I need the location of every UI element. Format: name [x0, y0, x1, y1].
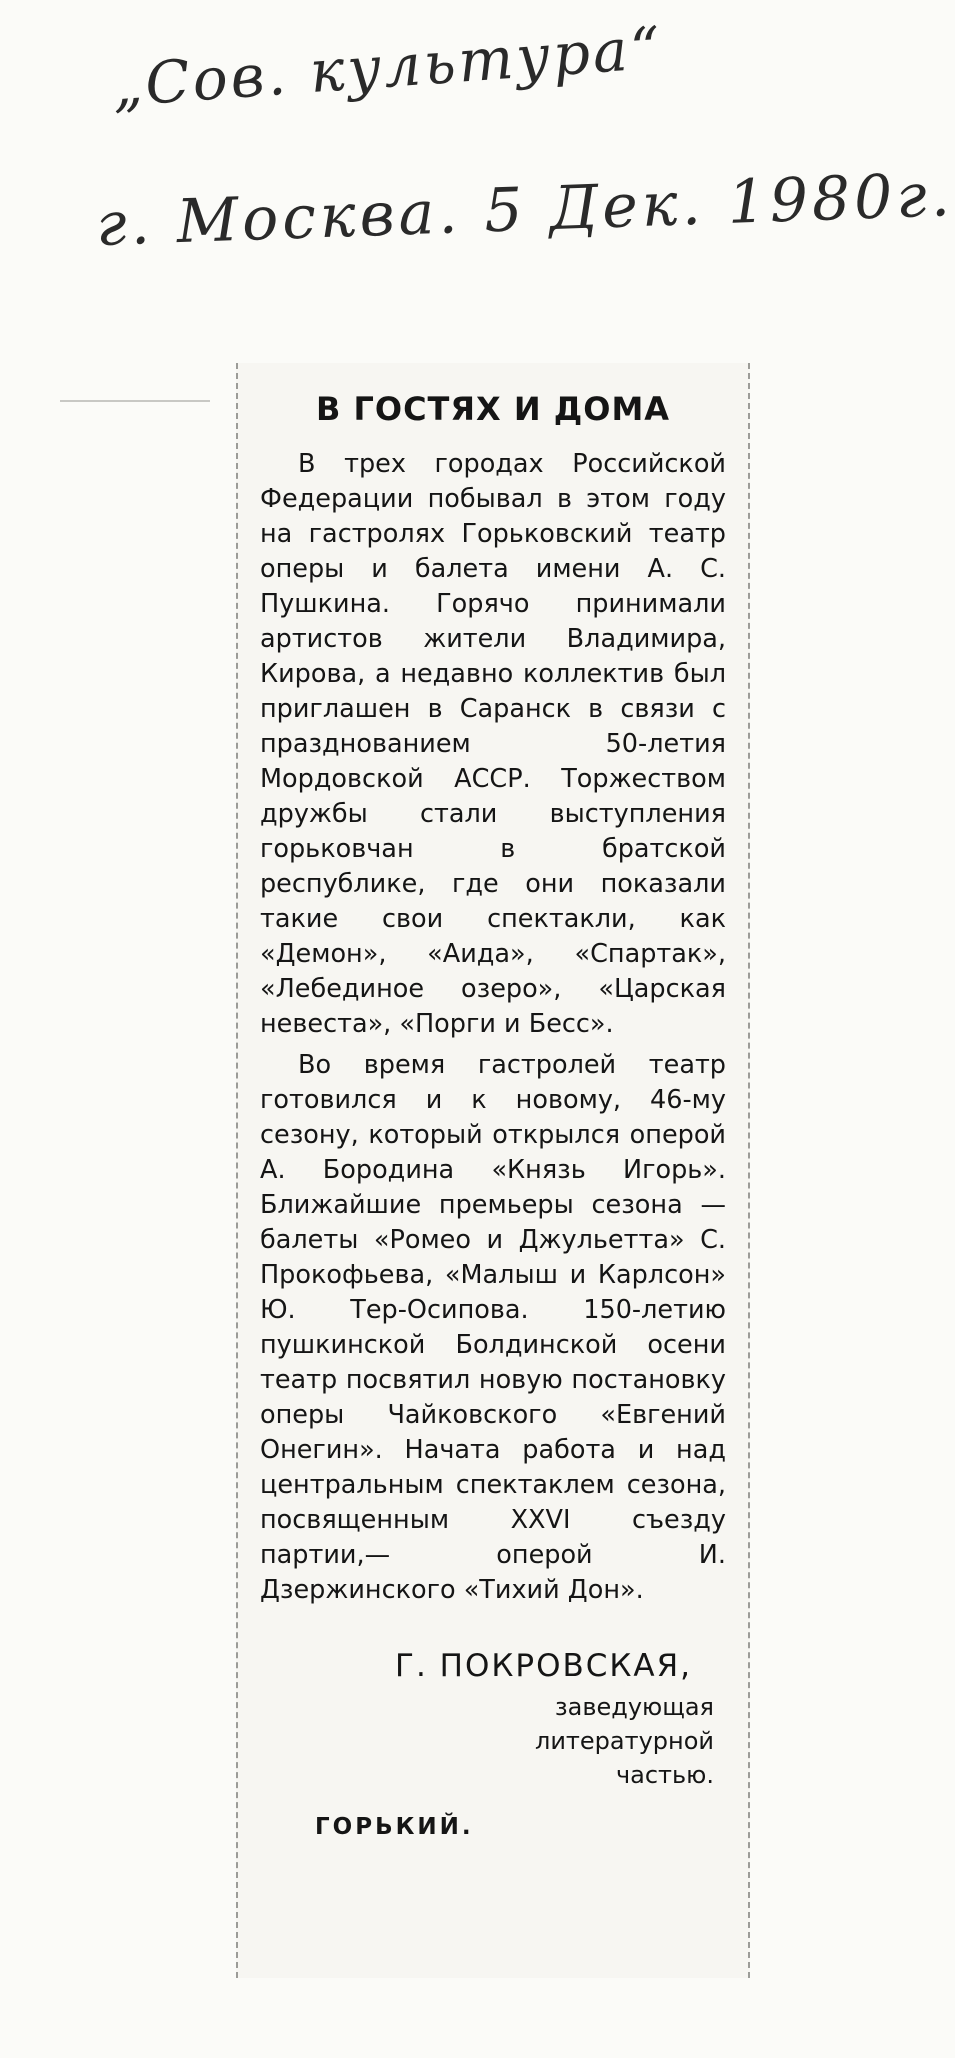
article-paragraph: В трех городах Российской Федерации побывал в этом году на гастролях Горьковский театр оперы и балета имени А. С. Пушкина. Горячо принимали артистов жители Владимира, Кирова, а недавно коллектив был приглашен в Саранск в связи с празднованием 50-летия Мордовской АССР. Торжеством дружбы стали выступления горьковчан в братской республике, где они показали такие свои спектакли, как «Демон», «Аида», «Спартак», «Лебединое озеро», «Царская невеста», «Порги и Бесс». [260, 449, 726, 1039]
article-author: Г. ПОКРОВСКАЯ, [395, 1648, 692, 1684]
handwritten-city-date: г. Москва. 5 Дек. 1980г. [95, 160, 955, 260]
article-headline: В ГОСТЯХ И ДОМА [315, 390, 671, 428]
article [260, 385, 726, 1840]
author-position-line: литературной [534, 1727, 714, 1755]
author-position-line: частью. [615, 1761, 714, 1789]
stray-mark [60, 400, 210, 402]
author-position-line: заведующая [554, 1693, 714, 1721]
handwritten-source-note [0, 0, 955, 300]
article-city: ГОРЬКИЙ. [315, 1814, 474, 1840]
newspaper-clipping [236, 363, 750, 1978]
author-position [260, 1690, 726, 1792]
article-paragraph: Во время гастролей театр готовился и к новому, 46-му сезону, который открылся оперой А. Бородина «Князь Игорь». Ближайшие премьеры сезона — балеты «Ромео и Джульетта» С. Прокофьева, «Малыш и Карлсон» Ю. Тер-Осипова. 150-летию пушкинской Болдинской осени театр посвятил новую постановку оперы Чайковского «Евгений Онегин». Начата работа и над центральным спектаклем сезона, посвященным XXVI съезду партии,— оперой И. Дзержинского «Тихий Дон». [260, 1050, 726, 1605]
handwritten-newspaper-name: „Сов. культура“ [110, 13, 666, 120]
